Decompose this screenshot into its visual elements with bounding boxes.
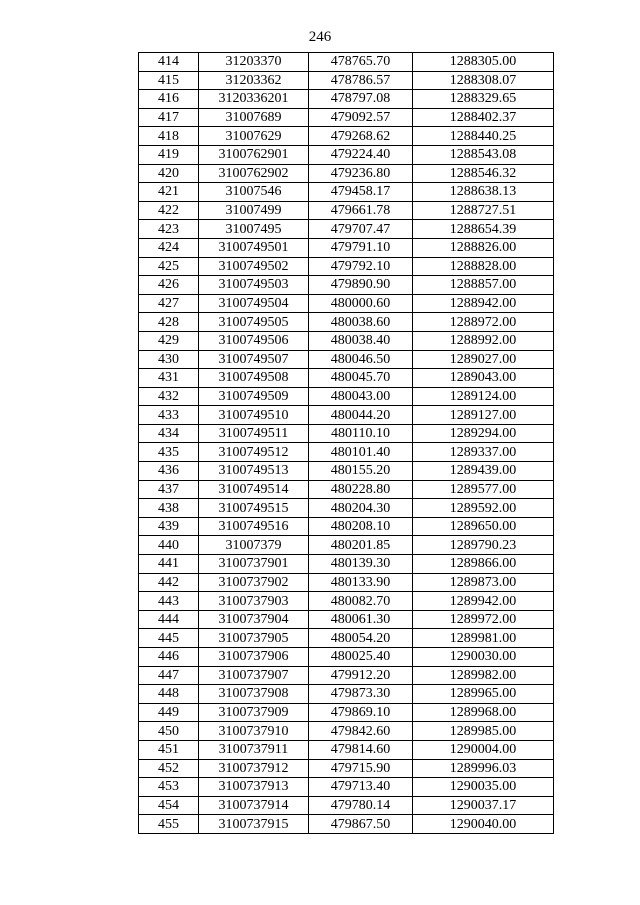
x-coordinate-cell: 480133.90 xyxy=(309,573,413,592)
point-id-cell: 3100737914 xyxy=(199,796,309,815)
point-id-cell: 3100737905 xyxy=(199,629,309,648)
point-id-cell: 3100749509 xyxy=(199,387,309,406)
y-coordinate-cell: 1290040.00 xyxy=(413,815,554,834)
y-coordinate-cell: 1289982.00 xyxy=(413,666,554,685)
table-row xyxy=(139,424,554,443)
table-row xyxy=(139,53,554,72)
table-row xyxy=(139,183,554,202)
y-coordinate-cell: 1288638.13 xyxy=(413,183,554,202)
point-number-cell: 445 xyxy=(139,629,199,648)
point-id-cell: 3100737903 xyxy=(199,592,309,611)
y-coordinate-cell: 1288654.39 xyxy=(413,220,554,239)
x-coordinate-cell: 480044.20 xyxy=(309,406,413,425)
x-coordinate-cell: 479092.57 xyxy=(309,108,413,127)
x-coordinate-cell: 480046.50 xyxy=(309,350,413,369)
y-coordinate-cell: 1290030.00 xyxy=(413,648,554,667)
point-number-cell: 437 xyxy=(139,480,199,499)
point-number-cell: 414 xyxy=(139,53,199,72)
point-id-cell: 3100749507 xyxy=(199,350,309,369)
y-coordinate-cell: 1289866.00 xyxy=(413,555,554,574)
point-number-cell: 417 xyxy=(139,108,199,127)
x-coordinate-cell: 479236.80 xyxy=(309,164,413,183)
point-number-cell: 439 xyxy=(139,517,199,536)
point-id-cell: 3100737904 xyxy=(199,610,309,629)
table-row xyxy=(139,648,554,667)
point-id-cell: 3100737912 xyxy=(199,759,309,778)
table-row xyxy=(139,592,554,611)
table-row xyxy=(139,555,554,574)
x-coordinate-cell: 480038.40 xyxy=(309,331,413,350)
y-coordinate-cell: 1289127.00 xyxy=(413,406,554,425)
point-number-cell: 430 xyxy=(139,350,199,369)
point-number-cell: 433 xyxy=(139,406,199,425)
point-number-cell: 420 xyxy=(139,164,199,183)
x-coordinate-cell: 480045.70 xyxy=(309,369,413,388)
point-id-cell: 31007379 xyxy=(199,536,309,555)
point-id-cell: 3100737907 xyxy=(199,666,309,685)
point-id-cell: 3100737909 xyxy=(199,703,309,722)
y-coordinate-cell: 1290035.00 xyxy=(413,778,554,797)
point-number-cell: 452 xyxy=(139,759,199,778)
table-row xyxy=(139,499,554,518)
x-coordinate-cell: 479842.60 xyxy=(309,722,413,741)
point-number-cell: 423 xyxy=(139,220,199,239)
point-number-cell: 422 xyxy=(139,201,199,220)
y-coordinate-cell: 1289294.00 xyxy=(413,424,554,443)
y-coordinate-cell: 1289942.00 xyxy=(413,592,554,611)
point-number-cell: 418 xyxy=(139,127,199,146)
point-id-cell: 3100737915 xyxy=(199,815,309,834)
point-number-cell: 448 xyxy=(139,685,199,704)
y-coordinate-cell: 1289873.00 xyxy=(413,573,554,592)
table-row xyxy=(139,201,554,220)
point-number-cell: 444 xyxy=(139,610,199,629)
point-number-cell: 415 xyxy=(139,71,199,90)
point-number-cell: 425 xyxy=(139,257,199,276)
point-number-cell: 428 xyxy=(139,313,199,332)
point-number-cell: 442 xyxy=(139,573,199,592)
point-number-cell: 431 xyxy=(139,369,199,388)
point-id-cell: 3100749516 xyxy=(199,517,309,536)
x-coordinate-cell: 479890.90 xyxy=(309,276,413,295)
table-row xyxy=(139,238,554,257)
table-row xyxy=(139,759,554,778)
point-number-cell: 441 xyxy=(139,555,199,574)
x-coordinate-cell: 479707.47 xyxy=(309,220,413,239)
x-coordinate-cell: 480025.40 xyxy=(309,648,413,667)
point-number-cell: 421 xyxy=(139,183,199,202)
y-coordinate-cell: 1288828.00 xyxy=(413,257,554,276)
point-number-cell: 449 xyxy=(139,703,199,722)
y-coordinate-cell: 1289592.00 xyxy=(413,499,554,518)
table-row xyxy=(139,90,554,109)
table-row xyxy=(139,517,554,536)
y-coordinate-cell: 1288826.00 xyxy=(413,238,554,257)
table-row xyxy=(139,276,554,295)
x-coordinate-cell: 480110.10 xyxy=(309,424,413,443)
table-row xyxy=(139,573,554,592)
y-coordinate-cell: 1288992.00 xyxy=(413,331,554,350)
y-coordinate-cell: 1289790.23 xyxy=(413,536,554,555)
x-coordinate-cell: 480043.00 xyxy=(309,387,413,406)
y-coordinate-cell: 1289650.00 xyxy=(413,517,554,536)
table-row xyxy=(139,406,554,425)
y-coordinate-cell: 1289981.00 xyxy=(413,629,554,648)
coordinates-table xyxy=(138,52,554,834)
table-row xyxy=(139,685,554,704)
x-coordinate-cell: 480139.30 xyxy=(309,555,413,574)
x-coordinate-cell: 480228.80 xyxy=(309,480,413,499)
table-row xyxy=(139,536,554,555)
point-id-cell: 3100749511 xyxy=(199,424,309,443)
table-row xyxy=(139,815,554,834)
y-coordinate-cell: 1288942.00 xyxy=(413,294,554,313)
x-coordinate-cell: 479780.14 xyxy=(309,796,413,815)
x-coordinate-cell: 480038.60 xyxy=(309,313,413,332)
point-number-cell: 426 xyxy=(139,276,199,295)
point-number-cell: 453 xyxy=(139,778,199,797)
x-coordinate-cell: 480204.30 xyxy=(309,499,413,518)
y-coordinate-cell: 1289337.00 xyxy=(413,443,554,462)
point-id-cell: 31007629 xyxy=(199,127,309,146)
point-id-cell: 3100762902 xyxy=(199,164,309,183)
point-number-cell: 427 xyxy=(139,294,199,313)
point-id-cell: 3100737906 xyxy=(199,648,309,667)
point-id-cell: 3100749508 xyxy=(199,369,309,388)
point-id-cell: 3100737908 xyxy=(199,685,309,704)
y-coordinate-cell: 1288727.51 xyxy=(413,201,554,220)
y-coordinate-cell: 1288972.00 xyxy=(413,313,554,332)
x-coordinate-cell: 479458.17 xyxy=(309,183,413,202)
point-id-cell: 3100749506 xyxy=(199,331,309,350)
x-coordinate-cell: 480082.70 xyxy=(309,592,413,611)
y-coordinate-cell: 1290037.17 xyxy=(413,796,554,815)
table-row xyxy=(139,108,554,127)
y-coordinate-cell: 1288440.25 xyxy=(413,127,554,146)
table-row xyxy=(139,164,554,183)
point-number-cell: 424 xyxy=(139,238,199,257)
table-row xyxy=(139,629,554,648)
point-id-cell: 3100737902 xyxy=(199,573,309,592)
point-id-cell: 3100749513 xyxy=(199,462,309,481)
point-number-cell: 450 xyxy=(139,722,199,741)
y-coordinate-cell: 1288546.32 xyxy=(413,164,554,183)
page-number: 246 xyxy=(308,29,332,45)
point-id-cell: 3100737913 xyxy=(199,778,309,797)
x-coordinate-cell: 480201.85 xyxy=(309,536,413,555)
x-coordinate-cell: 480101.40 xyxy=(309,443,413,462)
point-number-cell: 454 xyxy=(139,796,199,815)
x-coordinate-cell: 480054.20 xyxy=(309,629,413,648)
y-coordinate-cell: 1289968.00 xyxy=(413,703,554,722)
table-row xyxy=(139,462,554,481)
x-coordinate-cell: 479814.60 xyxy=(309,740,413,759)
y-coordinate-cell: 1289043.00 xyxy=(413,369,554,388)
point-id-cell: 31007495 xyxy=(199,220,309,239)
x-coordinate-cell: 478765.70 xyxy=(309,53,413,72)
x-coordinate-cell: 479715.90 xyxy=(309,759,413,778)
point-number-cell: 429 xyxy=(139,331,199,350)
x-coordinate-cell: 479873.30 xyxy=(309,685,413,704)
point-id-cell: 3100749514 xyxy=(199,480,309,499)
x-coordinate-cell: 479869.10 xyxy=(309,703,413,722)
point-id-cell: 3100749505 xyxy=(199,313,309,332)
x-coordinate-cell: 480000.60 xyxy=(309,294,413,313)
y-coordinate-cell: 1289439.00 xyxy=(413,462,554,481)
coordinates-table-body xyxy=(139,53,554,834)
table-row xyxy=(139,778,554,797)
table-row xyxy=(139,313,554,332)
table-row xyxy=(139,796,554,815)
x-coordinate-cell: 479268.62 xyxy=(309,127,413,146)
table-row xyxy=(139,480,554,499)
table-row xyxy=(139,257,554,276)
y-coordinate-cell: 1288308.07 xyxy=(413,71,554,90)
table-row xyxy=(139,71,554,90)
table-row xyxy=(139,350,554,369)
y-coordinate-cell: 1289965.00 xyxy=(413,685,554,704)
table-row xyxy=(139,740,554,759)
point-number-cell: 432 xyxy=(139,387,199,406)
y-coordinate-cell: 1288305.00 xyxy=(413,53,554,72)
point-id-cell: 3120336201 xyxy=(199,90,309,109)
x-coordinate-cell: 479867.50 xyxy=(309,815,413,834)
table-row xyxy=(139,387,554,406)
x-coordinate-cell: 480155.20 xyxy=(309,462,413,481)
x-coordinate-cell: 479912.20 xyxy=(309,666,413,685)
point-number-cell: 440 xyxy=(139,536,199,555)
point-id-cell: 3100749504 xyxy=(199,294,309,313)
x-coordinate-cell: 479661.78 xyxy=(309,201,413,220)
point-number-cell: 443 xyxy=(139,592,199,611)
point-id-cell: 31007689 xyxy=(199,108,309,127)
point-id-cell: 3100749515 xyxy=(199,499,309,518)
point-id-cell: 31203370 xyxy=(199,53,309,72)
x-coordinate-cell: 478797.08 xyxy=(309,90,413,109)
y-coordinate-cell: 1289996.03 xyxy=(413,759,554,778)
table-row xyxy=(139,127,554,146)
table-row xyxy=(139,331,554,350)
y-coordinate-cell: 1288402.37 xyxy=(413,108,554,127)
table-row xyxy=(139,610,554,629)
y-coordinate-cell: 1290004.00 xyxy=(413,740,554,759)
y-coordinate-cell: 1289027.00 xyxy=(413,350,554,369)
point-id-cell: 31203362 xyxy=(199,71,309,90)
point-id-cell: 3100737910 xyxy=(199,722,309,741)
point-number-cell: 446 xyxy=(139,648,199,667)
y-coordinate-cell: 1289124.00 xyxy=(413,387,554,406)
y-coordinate-cell: 1288543.08 xyxy=(413,145,554,164)
y-coordinate-cell: 1289972.00 xyxy=(413,610,554,629)
point-number-cell: 435 xyxy=(139,443,199,462)
x-coordinate-cell: 479713.40 xyxy=(309,778,413,797)
x-coordinate-cell: 479224.40 xyxy=(309,145,413,164)
x-coordinate-cell: 480208.10 xyxy=(309,517,413,536)
point-id-cell: 3100749502 xyxy=(199,257,309,276)
table-row xyxy=(139,294,554,313)
point-id-cell: 3100762901 xyxy=(199,145,309,164)
point-id-cell: 3100749512 xyxy=(199,443,309,462)
point-id-cell: 3100737911 xyxy=(199,740,309,759)
table-row xyxy=(139,145,554,164)
point-id-cell: 3100749503 xyxy=(199,276,309,295)
point-number-cell: 447 xyxy=(139,666,199,685)
point-number-cell: 455 xyxy=(139,815,199,834)
point-id-cell: 3100737901 xyxy=(199,555,309,574)
y-coordinate-cell: 1288857.00 xyxy=(413,276,554,295)
table-row xyxy=(139,443,554,462)
point-id-cell: 3100749510 xyxy=(199,406,309,425)
point-id-cell: 3100749501 xyxy=(199,238,309,257)
x-coordinate-cell: 479792.10 xyxy=(309,257,413,276)
point-number-cell: 419 xyxy=(139,145,199,164)
table-row xyxy=(139,722,554,741)
y-coordinate-cell: 1288329.65 xyxy=(413,90,554,109)
point-number-cell: 416 xyxy=(139,90,199,109)
x-coordinate-cell: 479791.10 xyxy=(309,238,413,257)
x-coordinate-cell: 478786.57 xyxy=(309,71,413,90)
point-id-cell: 31007499 xyxy=(199,201,309,220)
y-coordinate-cell: 1289577.00 xyxy=(413,480,554,499)
point-number-cell: 438 xyxy=(139,499,199,518)
point-number-cell: 451 xyxy=(139,740,199,759)
point-number-cell: 436 xyxy=(139,462,199,481)
y-coordinate-cell: 1289985.00 xyxy=(413,722,554,741)
table-row xyxy=(139,666,554,685)
table-row xyxy=(139,220,554,239)
table-row xyxy=(139,703,554,722)
point-number-cell: 434 xyxy=(139,424,199,443)
x-coordinate-cell: 480061.30 xyxy=(309,610,413,629)
table-row xyxy=(139,369,554,388)
point-id-cell: 31007546 xyxy=(199,183,309,202)
